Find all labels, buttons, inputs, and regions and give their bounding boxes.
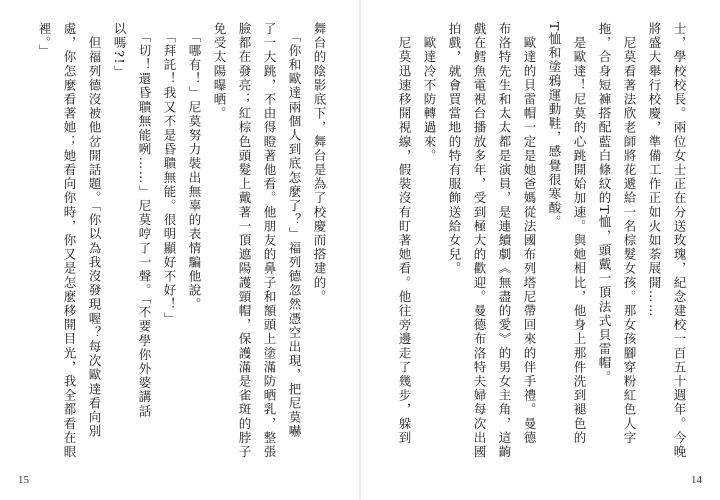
text-column: 布洛特先生和太太都是演員，是連續劇《無盡的愛》的男女主角，這齣 <box>497 22 512 460</box>
text-column: T恤和塗鴉運動鞋，感覺很寒酸。 <box>547 22 562 230</box>
text-column: 歐達冷不防轉過來。 <box>422 22 437 163</box>
text-column: 裡。」 <box>37 22 52 59</box>
text-column: 臉都在發亮；紅棕色頭髮上戴著一頂遮陽護頸帽，保護滿是雀斑的脖子 <box>237 22 252 460</box>
text-column: 拖，合身短褲搭配藍白條紋的T恤，頭戴一頂法式貝雷帽。 <box>597 22 612 385</box>
text-column: 士，學校校長。兩位女士正在分送玫瑰，紀念建校一百五十週年。今晚 <box>672 22 687 460</box>
text-column: 了一大跳，不由得瞪著他看。他朋友的鼻子和額頭上塗滿防晒乳，整張 <box>262 22 277 460</box>
left-page-text <box>20 22 332 462</box>
text-column: 歐達的貝雷帽一定是她爸媽從法國布列塔尼帶回來的伴手禮。曼德 <box>522 22 537 445</box>
text-column: 以嗎?!」 <box>112 22 127 80</box>
text-column: 拍戲，就會買當地的特有服飾送給女兒。 <box>447 22 462 276</box>
text-column: 「你和歐達兩個人到底怎麼了？」福列德忽然憑空出現，把尼莫嚇 <box>287 22 302 439</box>
text-column: 是歐達！尼莫的心跳開始加速。與她相比，他身上那件洗到褪色的 <box>572 22 587 445</box>
text-column: 免受太陽曝晒。 <box>212 22 227 121</box>
text-column: 「拜託！我又不是昏聵無能。很明顯好不好！」 <box>162 22 177 326</box>
text-column: 「哪有！」尼莫努力裝出無辜的表情騙他說。 <box>187 22 202 312</box>
text-column: 戲在鱈魚電視台播放多年，受到極大的歡迎。曼德布洛特夫婦每次出國 <box>472 22 487 460</box>
text-column: 「切！還昏聵無能咧……」尼莫哼了一聲。「不要學你外婆講話 <box>137 22 152 419</box>
page-number: 15 <box>18 474 29 486</box>
text-column: 但福列德沒被他岔開話題。「你以為我沒發現喔？每次歐達看向別 <box>87 22 102 439</box>
right-page-text <box>380 22 692 462</box>
text-column: 尼莫迅速移開視線，假裝沒有盯著她看。他往旁邊走了幾步，躲到 <box>397 22 412 445</box>
page-number: 14 <box>691 474 702 486</box>
text-column: 舞台的陰影底下，舞台是為了校慶而搭建的。 <box>312 22 327 304</box>
text-column: 處，你怎麼看著她；她看向你時，你又是怎麼移開目光，我全都看在眼 <box>62 22 77 460</box>
text-column: 將盛大舉行校慶，準備工作正如火如荼展開…… <box>647 22 662 319</box>
right-page <box>360 0 720 500</box>
text-column: 尼莫看著法欣老師將花遞給一名棕髮女孩。那女孩腳穿粉紅色人字 <box>622 22 637 445</box>
